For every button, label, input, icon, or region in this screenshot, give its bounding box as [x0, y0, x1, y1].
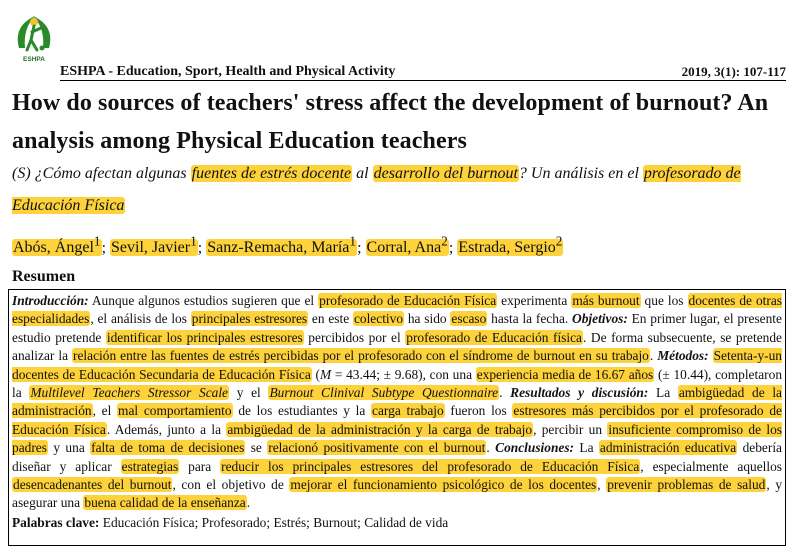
- abstract-highlight: escaso: [451, 311, 487, 327]
- subtitle-highlight: profesorado de Educación Física: [12, 165, 741, 214]
- abstract-text-run: .: [246, 495, 251, 511]
- abstract-text-run: La: [579, 440, 599, 456]
- abstract-box: [8, 289, 786, 546]
- abstract-highlight: Setenta-y-un docentes de Educación Secundaria de Educación Física: [12, 348, 782, 382]
- abstract-text-run: que los: [640, 293, 688, 308]
- abstract-highlight: relación entre las fuentes de estrés percibidas por el profesorado con el síndrome de burnout en su trabajo: [73, 348, 649, 364]
- author-list: Abós, Ángel$^1$; Sevil, Javier$^1$; Sanz-Remacha, María$^1$; Corral, Ana$^2$; Estrada, Sergio$^2$: [13, 234, 563, 257]
- subtitle-text: al: [352, 165, 373, 182]
- abstract-text-run: (± 10.44), completaron la: [12, 366, 783, 401]
- abstract-highlight: relacionó positivamente con el burnout: [268, 440, 486, 456]
- abstract-text-run: fueron los: [444, 403, 513, 419]
- abstract-text-run: , el: [92, 403, 118, 419]
- abstract-text-run: en este: [308, 311, 353, 327]
- journal-volume: 2019, 3(1): 107-117: [681, 64, 786, 79]
- abstract-text-run: , el análisis de los: [90, 311, 191, 327]
- abstract-section-label: Resultados y discusión:: [510, 385, 649, 401]
- abstract-highlight: mejorar el funcionamiento psicológico de los docentes: [290, 477, 597, 493]
- abstract-text-run: M: [320, 366, 332, 382]
- abstract-highlight: estresores más percibidos por el profesorado de Educación Física: [12, 403, 782, 437]
- author: Sanz-Remacha, María$^1$: [207, 234, 357, 257]
- abstract-highlight: más burnout: [572, 293, 640, 308]
- article-subtitle: [12, 158, 792, 222]
- article-title: How do sources of teachers' stress affect the development of burnout? An analysis among Physical Education teachers: [12, 90, 769, 154]
- abstract-text-run: y una: [47, 440, 91, 456]
- abstract-highlight: administración educativa: [599, 440, 737, 456]
- abstract-text-run: La: [656, 385, 678, 401]
- abstract-highlight: insuficiente compromiso de los padres: [12, 421, 782, 456]
- author: Abós, Ángel$^1$: [13, 234, 101, 257]
- abstract-text-run: .: [499, 385, 511, 401]
- abstract-text-run: percibidos por el: [303, 329, 406, 345]
- subtitle-text: (S) ¿Cómo afectan algunas: [12, 165, 191, 182]
- abstract-highlight: desencadenantes del burnout: [13, 477, 172, 493]
- abstract-highlight: principales estresores: [191, 311, 308, 327]
- abstract-highlight: Multilevel Teachers Stressor Scale: [30, 385, 229, 401]
- abstract-text-run: , con el objetivo de: [172, 477, 290, 493]
- author: Corral, Ana$^2$: [366, 234, 448, 257]
- journal-header: [60, 64, 786, 81]
- journal-name: ESHPA - Education, Sport, Health and Physical Activity: [60, 64, 396, 79]
- keywords-value: Educación Física; Profesorado; Estrés; Burnout; Calidad de vida: [102, 514, 449, 530]
- abstract-highlight: identificar los principales estresores: [106, 329, 303, 345]
- abstract-highlight: buena calidad de la enseñanza: [84, 495, 246, 511]
- abstract-heading: Resumen: [12, 268, 76, 285]
- author: Sevil, Javier$^1$: [111, 234, 197, 257]
- abstract-text-run: experimenta: [497, 293, 572, 308]
- abstract-section-label: Conclusiones:: [495, 440, 575, 456]
- abstract-text-run: .: [649, 348, 658, 364]
- abstract-text-run: ,: [597, 477, 607, 493]
- subtitle-highlight: desarrollo del burnout: [373, 165, 518, 182]
- abstract-highlight: mal comportamiento: [118, 403, 232, 419]
- abstract-text-run: para: [179, 458, 221, 474]
- abstract-text-run: Aunque algunos estudios sugieren que el: [91, 293, 319, 308]
- abstract-text: [12, 292, 782, 513]
- abstract-highlight: colectivo: [353, 311, 404, 327]
- abstract-text-run: (: [311, 366, 320, 382]
- abstract-text-run: . De forma subsecuente, se pretende analizar la: [12, 329, 782, 364]
- abstract-highlight: Burnout Clinival Subtype Questionnaire: [269, 385, 499, 401]
- abstract-section-label: Introducción:: [12, 293, 89, 308]
- abstract-highlight: experiencia media de 16.67 años: [476, 366, 654, 382]
- abstract-text-run: , especialmente aquellos: [640, 458, 782, 474]
- abstract-highlight: ambigüedad de la administración y la carga de trabajo: [227, 421, 533, 437]
- abstract-section-label: Métodos:: [657, 348, 709, 364]
- abstract-text-run: de los estudiantes y la: [232, 403, 372, 419]
- subtitle-highlight: fuentes de estrés docente: [191, 165, 352, 182]
- abstract-text-run: , y asegurar una: [12, 477, 783, 511]
- logo-text: ESHPA: [23, 56, 45, 63]
- subtitle-text: ? Un análisis en el: [518, 165, 643, 182]
- abstract-text-run: .: [486, 440, 496, 456]
- abstract-highlight: reducir los principales estresores del profesorado de Educación Física: [221, 458, 640, 474]
- abstract-highlight: profesorado de Educación física: [406, 329, 583, 345]
- abstract-highlight: falta de toma de decisiones: [91, 440, 245, 456]
- abstract-highlight: docentes de otras especialidades: [12, 293, 782, 327]
- abstract-highlight: carga trabajo: [372, 403, 444, 419]
- abstract-text-run: ha sido: [404, 311, 451, 327]
- abstract-highlight: prevenir problemas de salud: [607, 477, 766, 493]
- author: Estrada, Sergio$^2$: [458, 234, 563, 257]
- abstract-text-run: . Además, junto a la: [106, 421, 227, 437]
- abstract-text-run: y el: [229, 385, 269, 401]
- abstract-text-run: se: [245, 440, 268, 456]
- keywords-label: Palabras clave:: [12, 514, 100, 530]
- abstract-highlight: estrategias: [121, 458, 179, 474]
- abstract-highlight: profesorado de Educación Física: [319, 293, 497, 308]
- abstract-section-label: Objetivos:: [572, 311, 628, 327]
- abstract-text-run: hasta la fecha.: [487, 311, 573, 327]
- abstract-text-run: debería diseñar y aplicar: [12, 440, 782, 474]
- keywords: [12, 515, 782, 531]
- abstract-text-run: En primer lugar, el presente estudio pretende: [12, 311, 782, 345]
- abstract-highlight: ambigüedad de la administración: [12, 385, 782, 419]
- abstract-text-run: , percibir un: [533, 421, 608, 437]
- abstract-text-run: = 43.44; ± 9.68), con una: [331, 366, 476, 382]
